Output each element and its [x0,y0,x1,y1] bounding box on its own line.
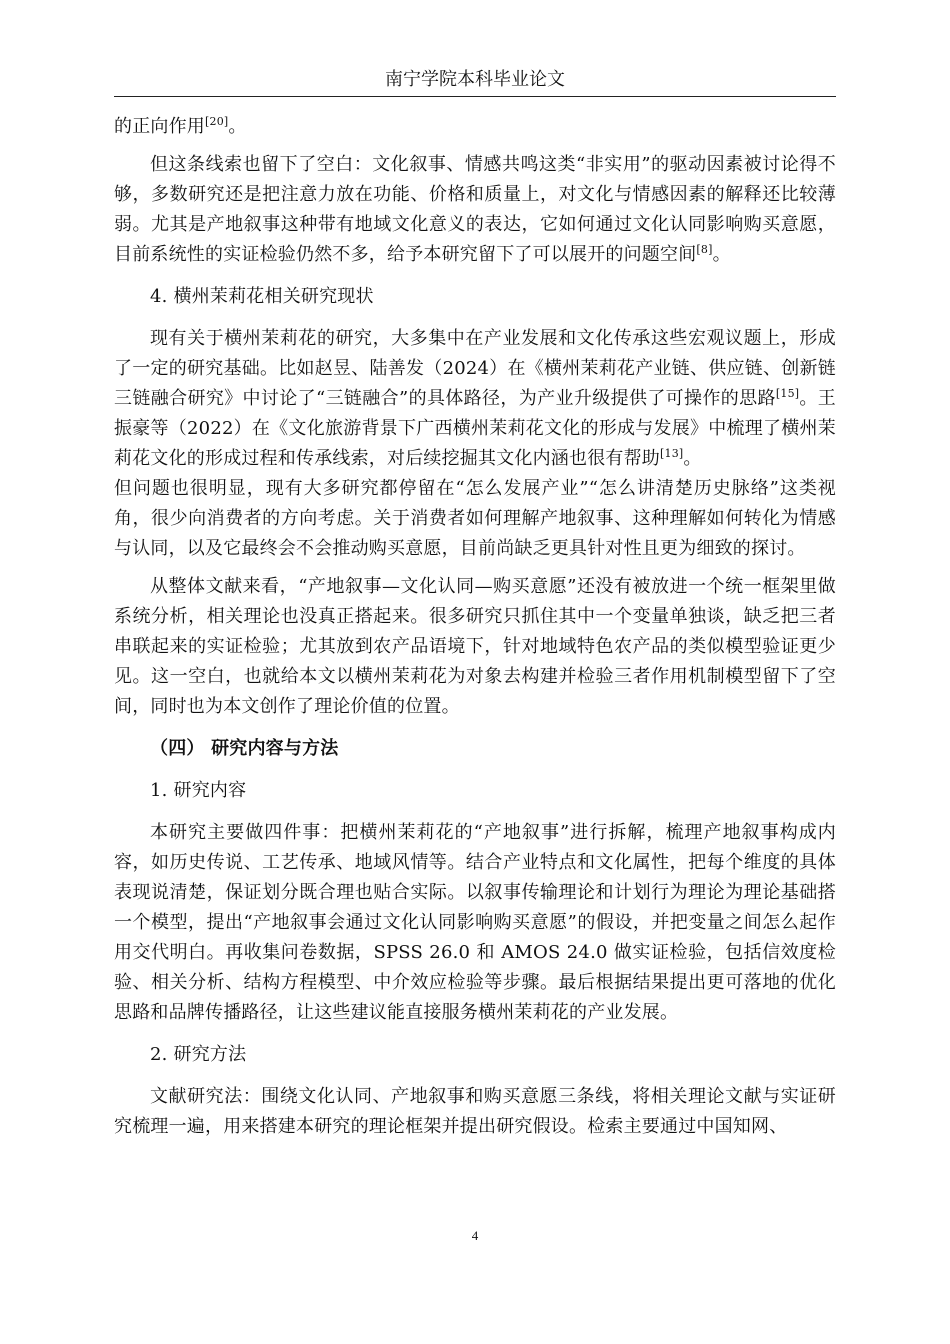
section-heading: 4. 横州茉莉花相关研究现状 [150,286,374,307]
paragraph: 本研究主要做四件事：把横州茉莉花的“产地叙事”进行拆解，梳理产地叙事构成内容，如历史传说、工艺传承、地域风情等。结合产业特点和文化属性，把每个维度的具体表现说清楚，保证划分既合理也贴合实际。以叙事传输理论和计划行为理论为理论基础搭一个模型，提出“产地叙事会通过文化认同影响购买意愿”的假设，并把变量之间怎么起作用交代明白。再收集问卷数据，SPSS 26.0 和 AMOS 24.0 做实证检验，包括信效度检验、相关分析、结构方程模型、中介效应检验等步骤。最后根据结果提出更可落地的优化思路和品牌传播路径，让这些建议能直接服务横州茉莉花的产业发展。 [114,822,836,1023]
paragraph: 但这条线索也留下了空白：文化叙事、情感共鸣这类“非实用”的驱动因素被讨论得不够，多数研究还是把注意力放在功能、价格和质量上，对文化与情感因素的解释还比较薄弱。尤其是产地叙事这种带有地域文化意义的表达，它如何通过文化认同影响购买意愿，目前系统性的实证检验仍然不多，给予本研究留下了可以展开的问题空间[8]。 [114,154,836,265]
paragraph: 现有关于横州茉莉花的研究，大多集中在产业发展和文化传承这些宏观议题上，形成了一定的研究基础。比如赵昱、陆善发（2024）在《横州茉莉花产业链、供应链、创新链三链融合研究》中讨论了“三链融合”的具体路径，为产业升级提供了可操作的思路[15]。王振豪等（2022）在《文化旅游背景下广西横州茉莉花文化的形成与发展》中梳理了横州茉莉花文化的形成过程和传承线索，对后续挖掘其文化内涵也很有帮助[13]。 [114,328,836,469]
running-header: 南宁学院本科毕业论文 [385,69,565,90]
paragraph: 从整体文献来看，“产地叙事—文化认同—购买意愿”还没有被放进一个统一框架里做系统分析，相关理论也没真正搭起来。很多研究只抓住其中一个变量单独谈，缺乏把三者串联起来的实证检验；尤其放到农产品语境下，针对地域特色农产品的类似模型验证更少见。这一空白，也就给本文以横州茉莉花为对象去构建并检验三者作用机制模型留下了空间，同时也为本文创作了理论价值的位置。 [114,576,836,717]
body-text [114,112,836,1142]
citation-ref: [8] [696,243,713,256]
citation-ref: [15] [775,387,800,400]
page-number: 4 [471,1228,479,1243]
subsection-heading: 1. 研究内容 [150,780,247,801]
header-divider [114,96,836,97]
subsection-heading: 2. 研究方法 [150,1044,247,1065]
paragraph: 文献研究法：围绕文化认同、产地叙事和购买意愿三条线，将相关理论文献与实证研究梳理一遍，用来搭建本研究的理论框架并提出研究假设。检索主要通过中国知网、 [114,1086,836,1137]
section-heading: （四） 研究内容与方法 [150,738,339,759]
citation-ref: [13] [660,447,684,460]
paragraph: 但问题也很明显，现有大多研究都停留在“怎么发展产业”“怎么讲清楚历史脉络”这类视角，很少向消费者的方向考虑。关于消费者如何理解产地叙事、这种理解如何转化为情感与认同，以及它最终会不会推动购买意愿，目前尚缺乏更具针对性且更为细致的探讨。 [114,478,836,559]
citation-ref: [20] [205,115,229,128]
paragraph-continuation: 的正向作用[20]。 [114,115,247,137]
